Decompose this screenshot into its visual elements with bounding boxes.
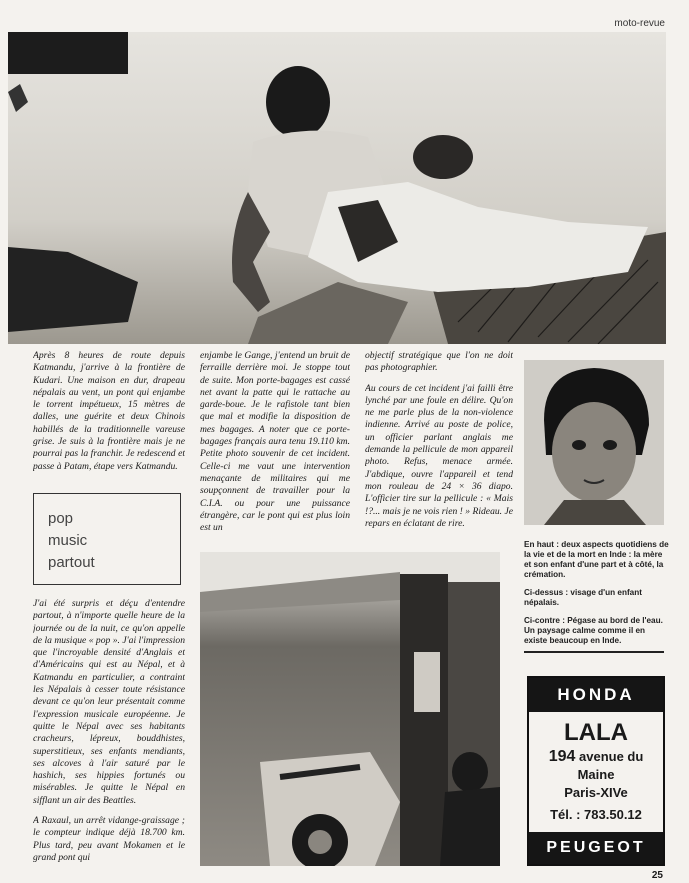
ad-phone: Tél. : 783.50.12	[550, 807, 642, 822]
caption: Ci-dessus : visage d'un enfant népalais.	[524, 588, 642, 607]
paragraph: J'ai été surpris et déçu d'entendre partout, à n'importe quelle heure de la journée ou de la nuit, ce qu'on appelle de la musique « pop ». J'ai l'impression que l'incroyable densité d'Anglais et d'Américains qui est au Népal, et à Katmandu en particulier, a contraint les Népalais à cesser toute résistance devant ce qu'on leur présentait comme l'expression musicale européenne. Je quitte le Népal avec ses habitants cracheurs, lépreux, bouddhistes, superstitieux, ses enfants mendiants, ses alcoves à l'air saturé par le hashich, ses hippies fortunés ou misérables. Je quitte le Népal en sifflant un air des Beattles.	[33, 598, 185, 806]
article-col1-bottom	[33, 598, 185, 866]
ad-street-number: 194	[548, 748, 576, 765]
paragraph: enjambe le Gange, j'entend un bruit de ferraille derrière moi. Je stoppe tout de suite. Mon porte-bagages est cassé net avant la patte qui le rattache au garde-boue. Je le rafistole tant bien que mal et modifie la disposition de mes bagages. A noter que ce porte-bagages français aura tenu 19.110 km. Petite photo souvenir de cet incident. Celle-ci me vaut une intervention menaçante de militaires qui me soupçonnent de travailler pour la C.I.A. ou pour une puissance étrangère, car le pont qui est plus loin est un	[200, 350, 350, 534]
article-col1-top	[33, 350, 185, 490]
paragraph: Après 8 heures de route depuis Katmandu, j'arrive à la frontière de Kudari. Une maison en dur, drapeau népalais au vent, un pont qui enjambe le torrent impétueux, 15 mètres de dalles, une guérite et deux Chinois habillés de la traditionnelle vareuse grise. Je suis à la frontière mais je ne pourrai pas la franchir. Je redescend et passe à Patam, étape vers Katmandu.	[33, 350, 185, 472]
caption: Ci-contre : Pégase au bord de l'eau. Un paysage calme comme il en existe beaucoup en Inde.	[524, 616, 663, 645]
article-col2	[200, 350, 350, 542]
paragraph: A Raxaul, un arrêt vidange-graissage ; le compteur indique déjà 18.700 km. Plus tard, peu avant Mokamen et le grand pont qui	[33, 815, 185, 863]
ad-city: Paris-XIVe	[564, 785, 628, 800]
caption: En haut : deux aspects quotidiens de la vie et de la mort en Inde : la mère et son enfant d'une part et à côté, la crémation.	[524, 540, 669, 579]
ad-street: avenue du Maine	[577, 749, 644, 782]
photo-captions	[524, 540, 669, 650]
ad-brand-honda: HONDA	[529, 678, 663, 712]
article-col3	[365, 350, 513, 542]
page-number: 25	[651, 870, 663, 881]
child-portrait-photo	[524, 360, 664, 525]
paragraph: Au cours de cet incident j'ai failli être lynché par une foule en délire. Qu'on ne me parle plus de la non-violence indienne. Arrivé au poste de police, un officier parlant anglais me demande la pellicule de mon appareil photo. Refus, menace armée. J'abdique, ouvre l'appareil et tend mon rouleau de 24 × 36 diapo. L'officier tire sur la pellicule : « Mais !?... mais je ne vois rien ! » Rideau. Je repars en éclatant de rire.	[365, 382, 513, 529]
top-photo	[8, 32, 666, 344]
paragraph: objectif stratégique que l'on ne doit pas photographier.	[365, 350, 513, 374]
divider	[524, 651, 664, 653]
boxout-line: music	[48, 532, 88, 549]
ad-brand-peugeot: PEUGEOT	[529, 832, 663, 864]
section-boxout	[33, 493, 181, 585]
dealer-advertisement	[527, 676, 665, 866]
section-header: moto-revue	[614, 18, 665, 29]
boxout-line: partout	[48, 554, 95, 571]
ad-address	[529, 748, 663, 784]
ad-dealer-name: LALA	[564, 719, 628, 746]
boxout-line: pop	[48, 510, 74, 527]
motorcycle-river-photo	[200, 552, 500, 866]
